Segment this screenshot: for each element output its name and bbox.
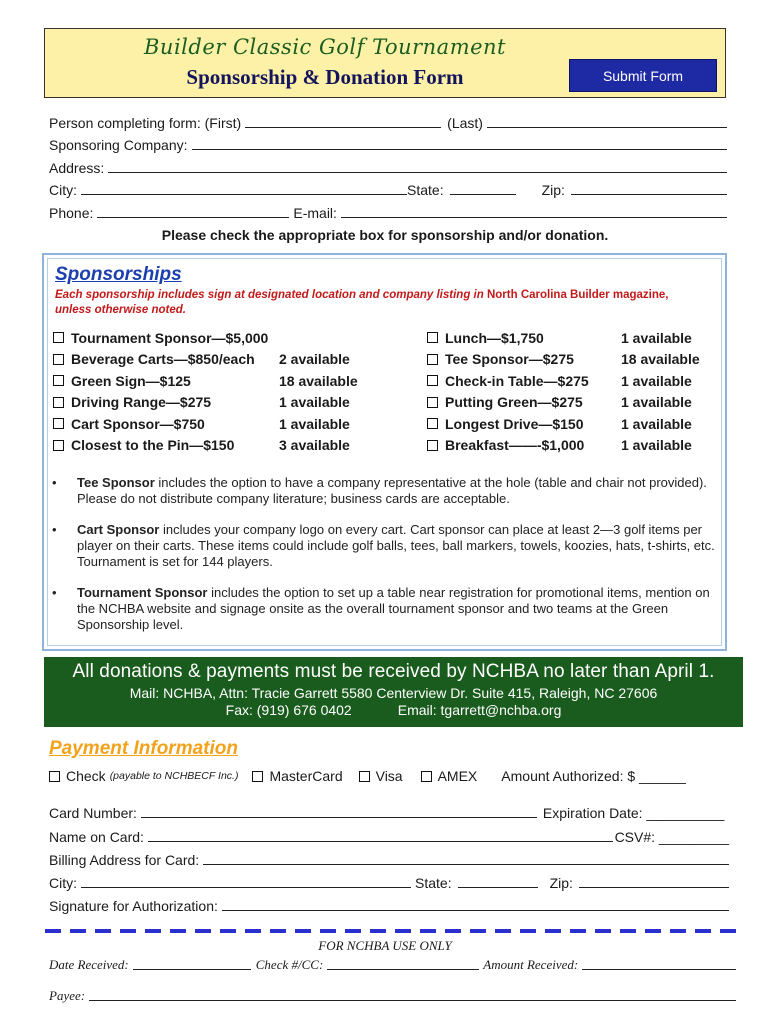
checkbox[interactable]	[359, 771, 370, 782]
availability: 1 available	[279, 394, 350, 411]
checkbox[interactable]	[53, 375, 64, 386]
availability: 1 available	[621, 329, 692, 346]
checkbox[interactable]	[53, 440, 64, 451]
note-part2: unless otherwise noted.	[55, 304, 186, 316]
email-field[interactable]	[341, 204, 727, 218]
office-use-fields	[49, 953, 736, 1004]
check-label: Check	[66, 768, 106, 784]
availability: 1 available	[621, 437, 692, 454]
person-row	[49, 108, 727, 131]
check-cc-label: Check #/CC:	[255, 957, 324, 972]
billing-city-label: City:	[49, 875, 77, 892]
address-field[interactable]	[108, 159, 727, 173]
billing-zip-field[interactable]	[579, 874, 729, 888]
billing-city-field[interactable]	[81, 874, 411, 888]
availability: 3 available	[279, 437, 350, 454]
sponsorship-item	[427, 370, 717, 392]
address-row	[49, 153, 727, 176]
sponsorship-name: Lunch—$1,750	[445, 329, 544, 346]
checkbox[interactable]	[427, 332, 438, 343]
office-use-heading: FOR NCHBA USE ONLY	[318, 938, 452, 953]
name-on-card-field[interactable]	[148, 828, 613, 842]
sponsorship-name: Check-in Table—$275	[445, 372, 589, 389]
detail-item-tournament	[52, 585, 717, 633]
expiration-label[interactable]: Expiration Date: __________	[542, 805, 725, 822]
sponsorship-item	[53, 413, 383, 435]
address-label: Address:	[49, 159, 105, 176]
sponsorship-name: Longest Drive—$150	[445, 415, 584, 432]
email-label: E-mail:	[293, 204, 337, 221]
checkbox[interactable]	[427, 397, 438, 408]
payee-row	[49, 973, 736, 1004]
contact-email: Email: tgarrett@nchba.org	[397, 702, 562, 718]
signature-label: Signature for Authorization:	[49, 898, 218, 915]
sponsorships-section	[42, 253, 727, 651]
city-row	[49, 176, 727, 199]
sponsorship-item	[427, 392, 717, 414]
note-part1: Each sponsorship includes sign at designated location and company listing in	[55, 289, 487, 301]
sponsorship-name: Cart Sponsor—$750	[71, 415, 205, 432]
sponsorship-name: Driving Range—$275	[71, 394, 212, 411]
company-field[interactable]	[192, 136, 727, 150]
sponsorship-name: Beverage Carts—$850/each	[71, 351, 255, 368]
billing-city-row	[49, 868, 729, 891]
checkbox[interactable]	[53, 354, 64, 365]
sponsorships-inner	[47, 258, 722, 646]
checkbox[interactable]	[421, 771, 432, 782]
detail-heading: Tee Sponsor	[77, 475, 155, 490]
name-on-card-row	[49, 821, 729, 844]
zip-label: Zip:	[541, 182, 565, 198]
checkbox[interactable]	[427, 440, 438, 451]
check-note: (payable to NCHBECF Inc.)	[109, 770, 239, 782]
payment-deadline-banner	[44, 657, 743, 727]
bullet-icon: •	[52, 522, 57, 537]
state-field[interactable]	[450, 181, 516, 195]
detail-heading: Tournament Sponsor	[77, 585, 208, 600]
date-received-field[interactable]	[133, 958, 251, 970]
csv-label[interactable]: CSV#: _________	[614, 828, 729, 845]
sponsorship-item	[53, 327, 383, 349]
bullet-icon: •	[52, 475, 57, 490]
billing-state-label: State:	[415, 875, 452, 892]
amex-option[interactable]	[421, 768, 478, 784]
state-label: State:	[407, 182, 444, 198]
mastercard-option[interactable]	[252, 768, 342, 784]
submit-form-button[interactable]: Submit Form	[569, 59, 717, 92]
availability: 1 available	[621, 372, 692, 389]
checkbox[interactable]	[427, 375, 438, 386]
checkbox[interactable]	[53, 332, 64, 343]
detail-item-cart	[52, 522, 717, 570]
card-fields	[49, 798, 729, 914]
detail-text: includes your company logo on every cart. Cart sponsor can place at least 2—3 golf items per player on their carts. These items could include golf balls, tees, ball markers, towels, koozies, hats, t-shirts, etc. Tournament is set for 144 players.	[77, 522, 715, 569]
bullet-icon: •	[52, 585, 57, 600]
billing-field[interactable]	[203, 851, 729, 865]
form-subtitle: Sponsorship & Donation Form	[186, 65, 464, 89]
sponsorship-item	[53, 370, 383, 392]
form-header	[44, 28, 726, 98]
billing-row	[49, 845, 729, 868]
city-field[interactable]	[81, 181, 407, 195]
sponsorship-item	[427, 327, 717, 349]
sponsorship-item	[427, 349, 717, 371]
availability: 1 available	[621, 415, 692, 432]
billing-state-field[interactable]	[458, 874, 538, 888]
sponsorship-name: Putting Green—$275	[445, 394, 583, 411]
checkbox[interactable]	[53, 397, 64, 408]
contact-fields	[49, 108, 727, 221]
fax-email-line	[44, 702, 743, 718]
company-row	[49, 131, 727, 154]
company-label: Sponsoring Company:	[49, 137, 188, 153]
sponsorship-item	[53, 392, 383, 414]
note-magazine: North Carolina Builder magazine,	[486, 289, 669, 301]
detail-heading: Cart Sponsor	[77, 522, 160, 537]
checkbox[interactable]	[427, 418, 438, 429]
payee-label: Payee:	[49, 988, 86, 1003]
checkbox[interactable]	[427, 354, 438, 365]
card-number-row	[49, 798, 729, 821]
first-name-field[interactable]	[245, 114, 441, 128]
tournament-title: Builder Classic Golf Tournament	[144, 35, 506, 59]
mastercard-label: MasterCard	[269, 768, 343, 784]
card-number-label: Card Number:	[49, 805, 137, 822]
availability: 2 available	[279, 351, 350, 368]
availability: 1 available	[621, 394, 692, 411]
sponsorship-name: Closest to the Pin—$150	[71, 437, 235, 454]
phone-row	[49, 198, 727, 221]
checkbox[interactable]	[252, 771, 263, 782]
dashed-divider	[45, 929, 745, 933]
fax-number: Fax: (919) 676 0402	[225, 702, 352, 718]
sponsorships-note	[55, 288, 723, 318]
sponsorship-name: Breakfast——-$1,000	[445, 437, 585, 454]
mail-address: Mail: NCHBA, Attn: Tracie Garrett 5580 Centerview Dr. Suite 415, Raleigh, NC 27606	[129, 685, 658, 701]
sponsorship-name: Green Sign—$125	[71, 372, 191, 389]
detail-text: includes the option to have a company representative at the hole (table and chair not provided). Please do not distribute company literature; business cards are acceptable.	[77, 475, 707, 506]
sponsorship-list-left	[53, 327, 383, 456]
sponsorship-name: Tee Sponsor—$275	[445, 351, 574, 368]
sponsorship-item	[427, 435, 717, 457]
visa-option[interactable]	[359, 768, 403, 784]
sponsorship-name: Tournament Sponsor—$5,000	[71, 329, 269, 346]
sponsorship-item	[427, 413, 717, 435]
phone-field[interactable]	[97, 204, 289, 218]
phone-label: Phone:	[49, 204, 94, 221]
amount-received-field[interactable]	[582, 958, 736, 970]
checkbox[interactable]	[53, 418, 64, 429]
availability: 18 available	[621, 351, 700, 368]
billing-label: Billing Address for Card:	[49, 851, 200, 868]
payment-methods	[49, 768, 729, 784]
sponsorship-details	[52, 475, 717, 648]
amount-received-label: Amount Received:	[483, 957, 579, 972]
check-option[interactable]	[49, 768, 238, 784]
payment-heading: Payment Information	[49, 738, 238, 759]
date-received-label: Date Received:	[49, 957, 129, 972]
billing-zip-label: Zip:	[549, 875, 573, 892]
availability: 18 available	[279, 372, 358, 389]
checkbox-instruction: Please check the appropriate box for sponsorship and/or donation.	[161, 227, 609, 243]
amex-label: AMEX	[437, 768, 478, 784]
name-on-card-label: Name on Card:	[49, 828, 144, 845]
sponsorship-item	[53, 349, 383, 371]
deadline-headline: All donations & payments must be received by NCHBA no later than April 1.	[72, 661, 715, 682]
last-name-label: (Last)	[447, 114, 483, 131]
sponsorship-list-right	[427, 327, 717, 456]
sponsorships-heading: Sponsorships	[55, 264, 182, 285]
availability: 1 available	[279, 415, 350, 432]
amount-authorized[interactable]: Amount Authorized: $ ______	[501, 768, 686, 784]
payee-field[interactable]	[89, 989, 736, 1001]
zip-field[interactable]	[571, 181, 727, 195]
sponsorship-item	[53, 435, 383, 457]
signature-row	[49, 891, 729, 914]
first-name-label: Person completing form: (First)	[49, 114, 242, 131]
visa-label: Visa	[375, 768, 403, 784]
card-number-field[interactable]	[141, 804, 537, 818]
office-row	[49, 953, 736, 973]
detail-text: includes the option to set up a table near registration for promotional items, mention on the NCHBA website and signage onsite as the overall tournament sponsor and two teams at the Green Sponsorship level.	[77, 585, 710, 632]
last-name-field[interactable]	[487, 114, 727, 128]
signature-field[interactable]	[222, 897, 729, 911]
checkbox[interactable]	[49, 771, 60, 782]
detail-item-tee	[52, 475, 717, 507]
city-label: City:	[49, 182, 77, 198]
check-cc-field[interactable]	[327, 958, 479, 970]
